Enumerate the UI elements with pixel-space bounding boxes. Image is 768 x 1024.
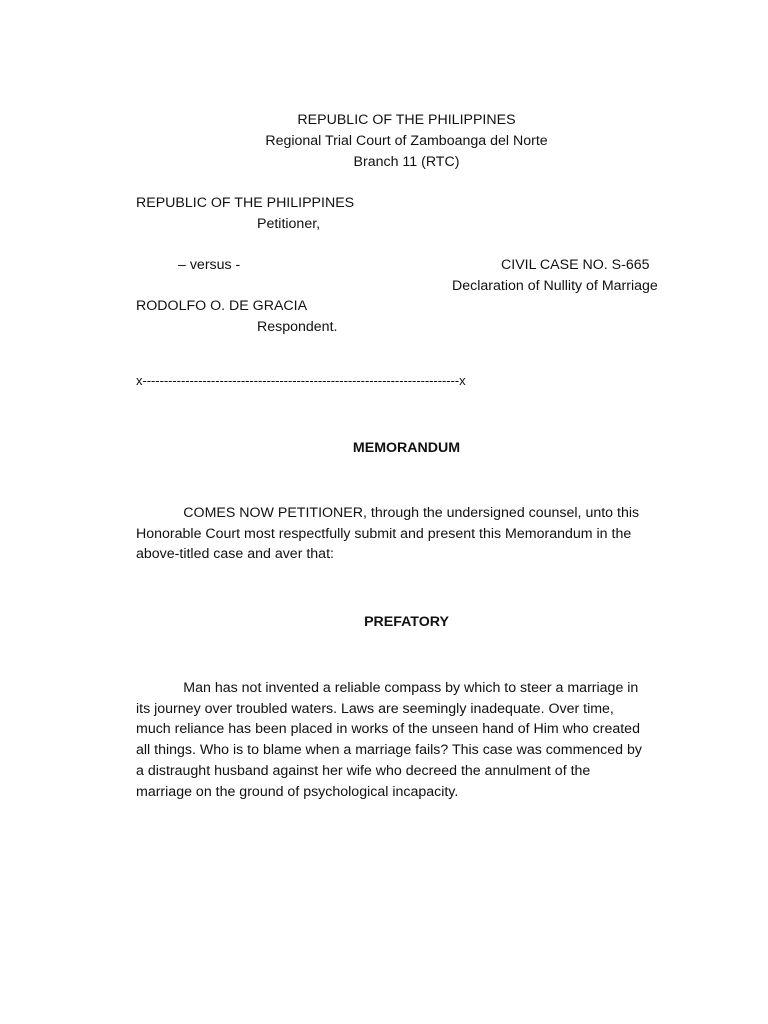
caption-separator: x--------------------------------------------------------------------------x <box>136 373 466 388</box>
prefatory-line: all things. Who is to blame when a marriage fails? This case was commenced by <box>136 742 642 759</box>
case-number: CIVIL CASE NO. S-665 <box>501 257 650 273</box>
prefatory-line: much reliance has been placed in works of the unseen hand of Him who created <box>136 721 640 738</box>
prefatory-line: a distraught husband against her wife who decreed the annulment of the <box>136 762 591 779</box>
prefatory-line: marriage on the ground of psychological incapacity. <box>136 783 459 800</box>
intro-paragraph <box>136 503 676 565</box>
versus-label: – versus - <box>178 257 241 273</box>
intro-line: COMES NOW PETITIONER, through the undersigned counsel, unto this <box>136 505 640 521</box>
prefatory-heading: PREFATORY <box>364 614 449 630</box>
petitioner-role: Petitioner, <box>257 216 321 232</box>
respondent-role: Respondent. <box>257 319 338 335</box>
prefatory-line: Man has not invented a reliable compass by which to steer a marriage in <box>136 680 639 696</box>
prefatory-line: its journey over troubled waters. Laws are seemingly inadequate. Over time, <box>136 700 614 717</box>
court-header-line-2: Regional Trial Court of Zamboanga del Norte <box>265 133 548 149</box>
intro-line: above-titled case and aver that: <box>136 546 334 563</box>
respondent-name: RODOLFO O. DE GRACIA <box>136 298 308 314</box>
prefatory-paragraph <box>136 678 676 802</box>
intro-line: Honorable Court most respectfully submit and present this Memorandum in the <box>136 525 632 542</box>
memorandum-heading: MEMORANDUM <box>352 440 461 456</box>
petitioner-name: REPUBLIC OF THE PHILIPPINES <box>136 195 355 211</box>
court-header-line-1: REPUBLIC OF THE PHILIPPINES <box>297 112 516 128</box>
court-header-line-3: Branch 11 (RTC) <box>353 154 460 170</box>
case-title: Declaration of Nullity of Marriage <box>452 278 658 294</box>
